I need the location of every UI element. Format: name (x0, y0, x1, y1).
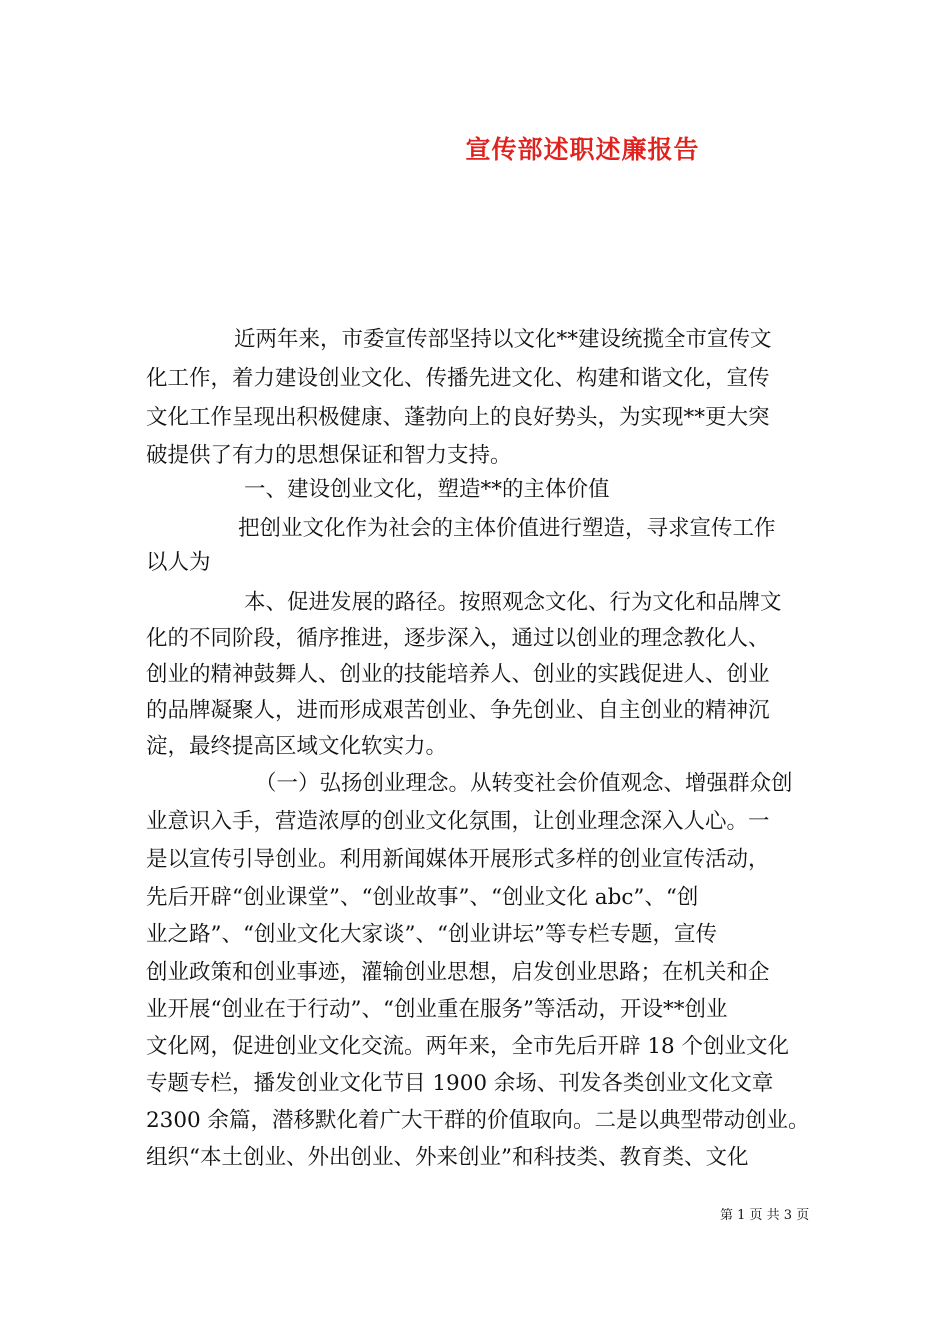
paragraph-line: 组织“本土创业、外出创业、外来创业”和科技类、教育类、文化 (146, 1145, 749, 1170)
paragraph-line: 破提供了有力的思想保证和智力支持。 (146, 443, 512, 468)
paragraph-line: 文化网，促进创业文化交流。两年来，全市先后开辟 18 个创业文化 (146, 1034, 790, 1059)
paragraph-line: 以人为 (146, 550, 211, 575)
paragraph-line: 本、促进发展的路径。按照观念文化、行为文化和品牌文 (244, 590, 782, 615)
paragraph-line: 业开展“创业在于行动”、“创业重在服务”等活动，开设**创业 (146, 997, 728, 1022)
paragraph-line: 创业政策和创业事迹，灌输创业思想，启发创业思路；在机关和企 (146, 960, 770, 985)
subsection-heading: （一）弘扬创业理念。从转变社会价值观念、增强群众创 (255, 771, 793, 796)
section-heading: 一、建设创业文化，塑造**的主体价值 (244, 477, 610, 502)
page-number: 第 1 页 共 3 页 (720, 1208, 810, 1223)
paragraph-line: 专题专栏，播发创业文化节目 1900 余场、刊发各类创业文化文章 (146, 1071, 774, 1096)
paragraph-line: 化的不同阶段，循序推进，逐步深入，通过以创业的理念教化人、 (146, 626, 770, 651)
paragraph-line: 2300 余篇，潜移默化着广大干群的价值取向。二是以典型带动创业。 (146, 1108, 810, 1133)
paragraph-line: 创业的精神鼓舞人、创业的技能培养人、创业的实践促进人、创业 (146, 662, 770, 687)
paragraph-line: 先后开辟“创业课堂”、“创业故事”、“创业文化 abc”、“创 (146, 885, 699, 910)
paragraph-line: 化工作，着力建设创业文化、传播先进文化、构建和谐文化，宣传 (146, 366, 770, 391)
paragraph-line: 的品牌凝聚人，进而形成艰苦创业、争先创业、自主创业的精神沉 (146, 698, 770, 723)
paragraph-line: 业意识入手，营造浓厚的创业文化氛围，让创业理念深入人心。一 (146, 809, 770, 834)
paragraph-line: 淀，最终提高区域文化软实力。 (146, 734, 448, 759)
paragraph-line: 近两年来，市委宣传部坚持以文化**建设统揽全市宣传文 (234, 327, 772, 352)
paragraph-line: 文化工作呈现出积极健康、蓬勃向上的良好势头，为实现**更大突 (146, 405, 770, 430)
document-title: 宣传部述职述廉报告 (465, 135, 700, 164)
paragraph-line: 业之路”、“创业文化大家谈”、“创业讲坛”等专栏专题，宣传 (146, 922, 717, 947)
paragraph-line: 把创业文化作为社会的主体价值进行塑造，寻求宣传工作 (238, 516, 776, 541)
paragraph-line: 是以宣传引导创业。利用新闻媒体开展形式多样的创业宣传活动， (146, 847, 770, 872)
